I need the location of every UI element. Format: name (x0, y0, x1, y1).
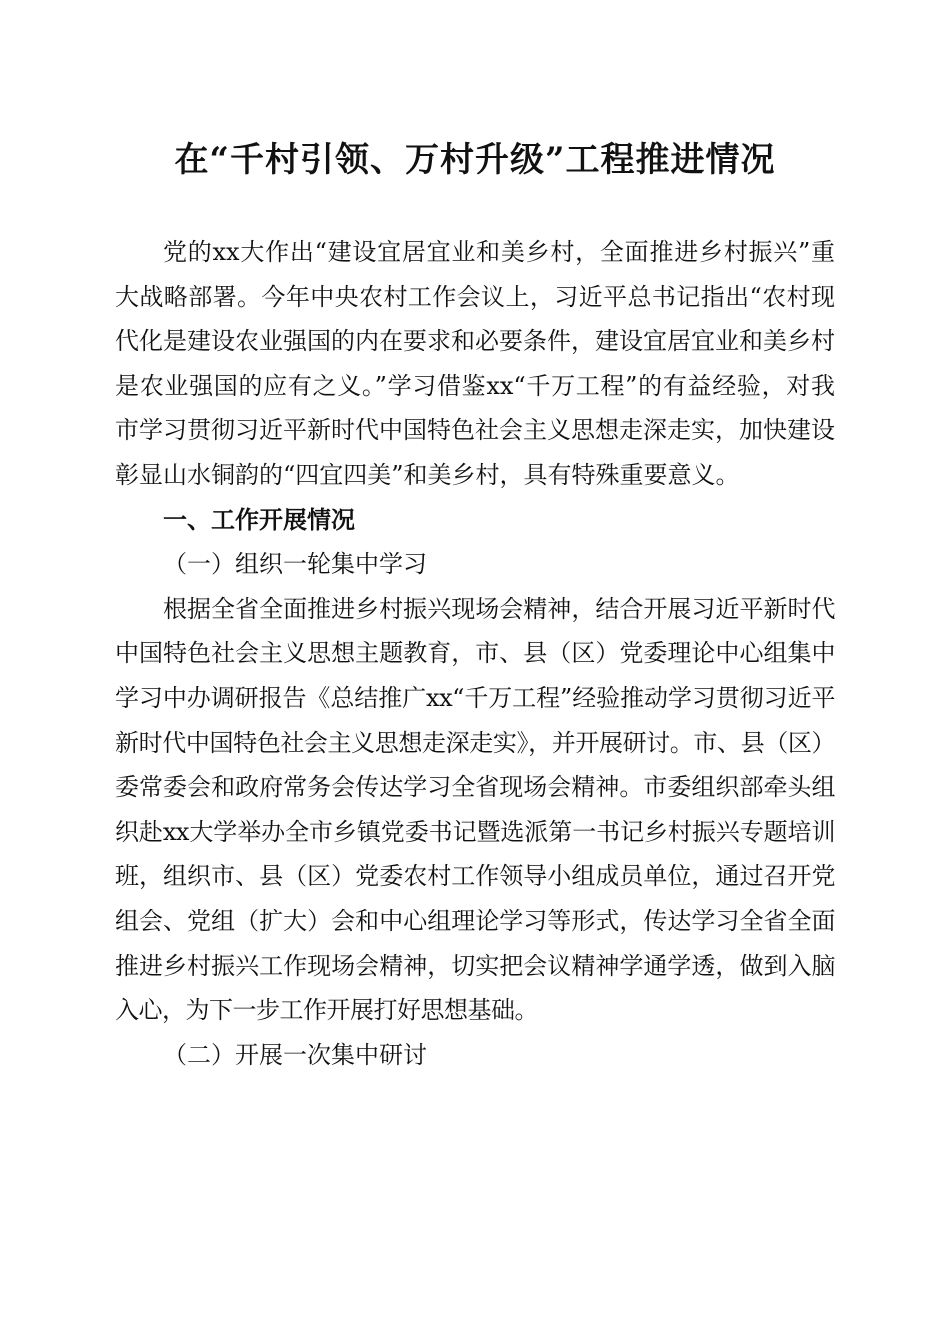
document-title: 在“千村引领、万村升级”工程推进情况 (174, 140, 776, 180)
section-heading-1: 一、工作开展情况 (163, 505, 355, 534)
intro-paragraph: 党的xx大作出“建设宜居宜业和美乡村，全面推进乡村振兴”重大战略部署。今年中央农村工作会议上，习近平总书记指出“农村现代化是建设农业强国的内在要求和必要条件，建设宜居宜业和美乡村是农业强国的应有之义。”学习借鉴xx“千万工程”的有益经验，对我市学习贯彻习近平新时代中国特色社会主义思想走深走实，加快建设彰显山水铜韵的“四宜四美”和美乡村，具有特殊重要意义。 (115, 238, 835, 489)
subsection-heading-1: （一）组织一轮集中学习 (163, 550, 427, 579)
subsection-heading-2: （二）开展一次集中研讨 (163, 1040, 427, 1069)
subsection-1-paragraph: 根据全省全面推进乡村振兴现场会精神，结合开展习近平新时代中国特色社会主义思想主题教育，市、县（区）党委理论中心组集中学习中办调研报告《总结推广xx“千万工程”经验推动学习贯彻习近平新时代中国特色社会主义思想走深走实》，并开展研讨。市、县（区）委常委会和政府常务会传达学习全省现场会精神。市委组织部牵头组织赴xx大学举办全市乡镇党委书记暨选派第一书记乡村振兴专题培训班，组织市、县（区）党委农村工作领导小组成员单位，通过召开党组会、党组（扩大）会和中心组理论学习等形式，传达学习全省全面推进乡村振兴工作现场会精神，切实把会议精神学通学透，做到入脑入心，为下一步工作开展打好思想基础。 (115, 594, 835, 1025)
document-body (115, 230, 835, 1077)
